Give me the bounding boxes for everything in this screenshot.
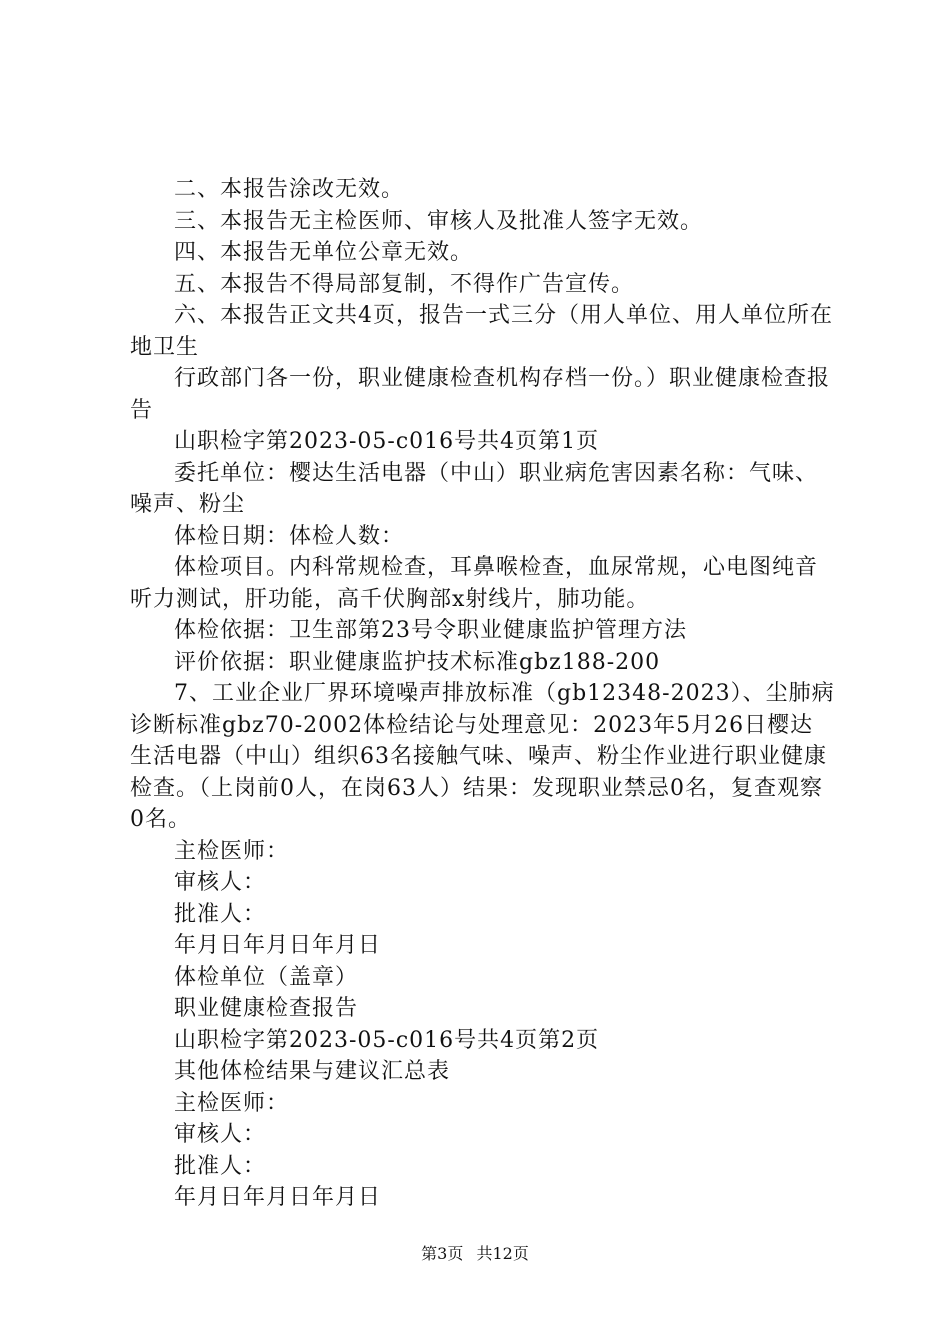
exam-basis: 体检依据：卫生部第23号令职业健康监护管理方法 — [174, 618, 687, 643]
report-number-page-2: 山职检字第2023-05-c016号共4页第2页 — [174, 1027, 600, 1053]
date-line: 年月日年月日年月日 — [174, 933, 382, 958]
evaluation-basis: 评价依据：职业健康监护技术标准gbz188-200 — [174, 649, 661, 675]
chief-physician-label: 主检医师： — [174, 838, 290, 864]
total-pages: 共12页 — [476, 1244, 529, 1263]
page-footer — [0, 1243, 950, 1265]
page-number: 第3页 — [421, 1244, 464, 1263]
reviewer-label: 审核人： — [174, 870, 267, 895]
paragraph-item-6: 六、本报告正文共4页，报告一式三分（用人单位、用人单位所在地卫生 — [130, 303, 833, 360]
document-body — [130, 174, 835, 1214]
approver-label-2: 批准人： — [174, 1153, 267, 1179]
paragraph-item-5: 五、本报告不得局部复制，不得作广告宣传。 — [174, 271, 635, 297]
exam-unit-seal: 体检单位（盖章） — [174, 964, 359, 990]
report-number-page-1: 山职检字第2023-05-c016号共4页第1页 — [174, 429, 600, 454]
report-title: 职业健康检查报告 — [174, 996, 359, 1021]
paragraph-item-3: 三、本报告无主检医师、审核人及批准人签字无效。 — [174, 208, 704, 234]
reviewer-label-2: 审核人： — [174, 1122, 267, 1147]
chief-physician-label-2: 主检医师： — [174, 1090, 290, 1116]
date-line-2: 年月日年月日年月日 — [174, 1185, 382, 1210]
summary-table-title: 其他体检结果与建议汇总表 — [174, 1059, 451, 1084]
conclusion-paragraph: 7、工业企业厂界环境噪声排放标准（gb12348-2023）、尘肺病诊断标准gbz70-2002体检结论与处理意见：2023年5月26日樱达生活电器（中山）组织63名接触气味、噪声、粉尘作业进行职业健康检查。（上岗前0人，在岗63人）结果：发现职业禁忌0名，复查观察0名。 — [130, 681, 835, 832]
approver-label: 批准人： — [174, 901, 267, 927]
exam-date-count: 体检日期：体检人数： — [174, 523, 405, 549]
paragraph-item-4: 四、本报告无单位公章无效。 — [174, 240, 474, 265]
exam-items: 体检项目。内科常规检查，耳鼻喉检查，血尿常规，心电图纯音听力测试，肝功能，高千伏胸部x射线片，肺功能。 — [130, 555, 819, 612]
paragraph-item-2: 二、本报告涂改无效。 — [174, 177, 405, 202]
client-unit: 委托单位：樱达生活电器（中山）职业病危害因素名称：气味、噪声、粉尘 — [130, 460, 819, 517]
paragraph-continuation: 行政部门各一份，职业健康检查机构存档一份。）职业健康检查报告 — [130, 366, 831, 423]
